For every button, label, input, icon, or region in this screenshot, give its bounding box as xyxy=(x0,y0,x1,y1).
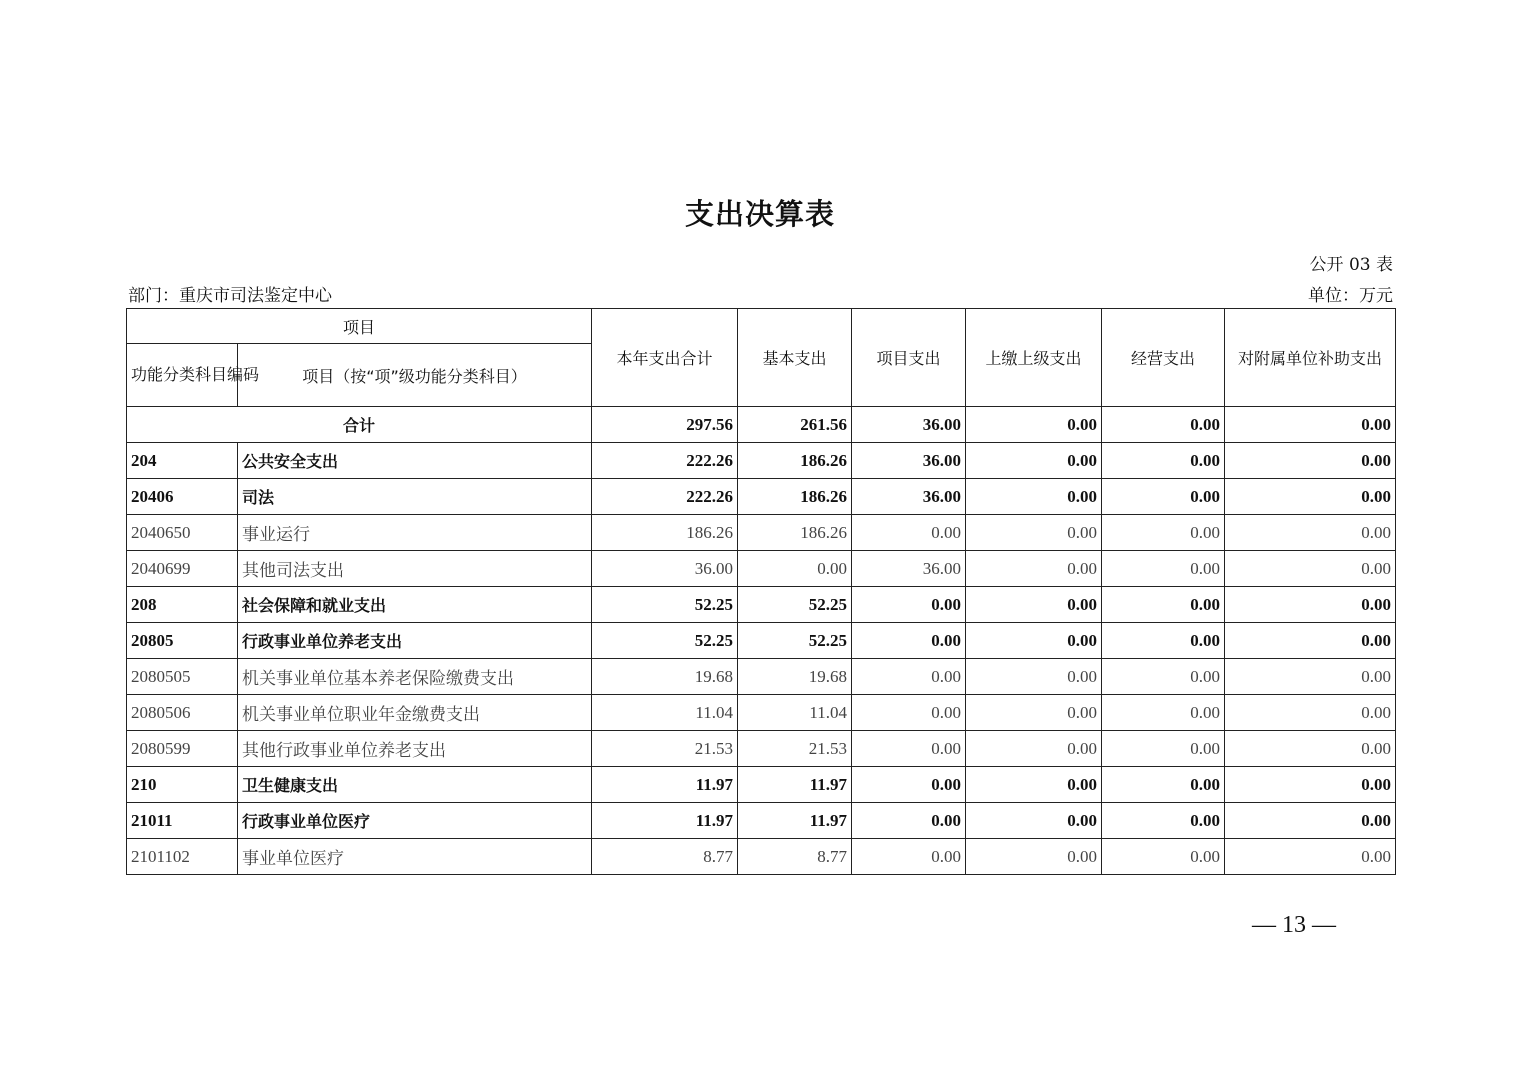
row-value: 11.04 xyxy=(592,695,738,731)
header-subsidiary: 对附属单位补助支出 xyxy=(1225,309,1396,407)
row-value: 0.00 xyxy=(852,623,966,659)
row-value: 0.00 xyxy=(1102,659,1225,695)
row-value: 222.26 xyxy=(592,443,738,479)
row-value: 0.00 xyxy=(852,515,966,551)
table-row xyxy=(127,479,1396,515)
row-value: 0.00 xyxy=(1102,515,1225,551)
total-value: 261.56 xyxy=(738,407,852,443)
total-value: 0.00 xyxy=(1102,407,1225,443)
row-value: 0.00 xyxy=(1225,479,1396,515)
table-body xyxy=(127,407,1396,875)
row-value: 0.00 xyxy=(1102,803,1225,839)
row-code: 204 xyxy=(127,443,238,479)
row-value: 8.77 xyxy=(592,839,738,875)
table-row xyxy=(127,731,1396,767)
row-value: 0.00 xyxy=(966,551,1102,587)
row-value: 0.00 xyxy=(966,623,1102,659)
row-value: 0.00 xyxy=(852,731,966,767)
header-basic: 基本支出 xyxy=(738,309,852,407)
row-value: 186.26 xyxy=(738,515,852,551)
row-value: 0.00 xyxy=(966,587,1102,623)
row-code: 2040699 xyxy=(127,551,238,587)
row-value: 0.00 xyxy=(1225,443,1396,479)
header-row-top xyxy=(127,309,1396,344)
row-value: 0.00 xyxy=(738,551,852,587)
row-value: 36.00 xyxy=(592,551,738,587)
header-upper: 上缴上级支出 xyxy=(966,309,1102,407)
row-code: 2080505 xyxy=(127,659,238,695)
row-value: 0.00 xyxy=(1102,443,1225,479)
row-value: 0.00 xyxy=(852,803,966,839)
table-row xyxy=(127,515,1396,551)
header-code: 功能分类科目编码 xyxy=(127,344,238,407)
row-value: 0.00 xyxy=(1102,587,1225,623)
row-value: 0.00 xyxy=(852,587,966,623)
row-value: 0.00 xyxy=(966,479,1102,515)
row-value: 0.00 xyxy=(1225,803,1396,839)
row-name: 公共安全支出 xyxy=(238,443,592,479)
total-value: 0.00 xyxy=(966,407,1102,443)
row-value: 0.00 xyxy=(966,659,1102,695)
table-row xyxy=(127,551,1396,587)
row-value: 0.00 xyxy=(1225,695,1396,731)
row-value: 52.25 xyxy=(738,587,852,623)
row-value: 0.00 xyxy=(1225,659,1396,695)
row-code: 208 xyxy=(127,587,238,623)
row-value: 0.00 xyxy=(966,839,1102,875)
row-code: 21011 xyxy=(127,803,238,839)
row-code: 20406 xyxy=(127,479,238,515)
row-value: 0.00 xyxy=(852,659,966,695)
row-value: 52.25 xyxy=(738,623,852,659)
row-value: 186.26 xyxy=(592,515,738,551)
table-row xyxy=(127,803,1396,839)
row-value: 0.00 xyxy=(1102,695,1225,731)
row-value: 0.00 xyxy=(966,731,1102,767)
row-value: 52.25 xyxy=(592,623,738,659)
table-row xyxy=(127,443,1396,479)
row-value: 11.97 xyxy=(592,803,738,839)
row-name: 其他司法支出 xyxy=(238,551,592,587)
department-label: 部门：重庆市司法鉴定中心 xyxy=(128,286,332,306)
expenditure-table xyxy=(126,308,1396,875)
row-value: 0.00 xyxy=(1225,731,1396,767)
row-value: 0.00 xyxy=(1225,587,1396,623)
row-name: 社会保障和就业支出 xyxy=(238,587,592,623)
row-value: 0.00 xyxy=(966,443,1102,479)
row-value: 11.04 xyxy=(738,695,852,731)
row-name: 其他行政事业单位养老支出 xyxy=(238,731,592,767)
total-value: 36.00 xyxy=(852,407,966,443)
row-value: 11.97 xyxy=(738,767,852,803)
row-value: 186.26 xyxy=(738,443,852,479)
row-value: 0.00 xyxy=(966,803,1102,839)
row-value: 0.00 xyxy=(1102,731,1225,767)
document-title: 支出决算表 xyxy=(684,197,835,231)
form-number: 公开 03 表 xyxy=(1309,255,1393,275)
row-value: 19.68 xyxy=(738,659,852,695)
header-project: 项目支出 xyxy=(852,309,966,407)
header-item-group: 项目 xyxy=(127,309,592,344)
row-name: 司法 xyxy=(238,479,592,515)
row-value: 0.00 xyxy=(966,515,1102,551)
row-code: 2080599 xyxy=(127,731,238,767)
page-number: — 13 — xyxy=(1252,912,1336,938)
row-code: 20805 xyxy=(127,623,238,659)
row-value: 11.97 xyxy=(738,803,852,839)
row-value: 0.00 xyxy=(1225,839,1396,875)
row-name: 机关事业单位职业年金缴费支出 xyxy=(238,695,592,731)
row-name: 事业单位医疗 xyxy=(238,839,592,875)
total-value: 0.00 xyxy=(1225,407,1396,443)
row-value: 8.77 xyxy=(738,839,852,875)
row-name: 机关事业单位基本养老保险缴费支出 xyxy=(238,659,592,695)
row-value: 36.00 xyxy=(852,443,966,479)
row-value: 0.00 xyxy=(1102,623,1225,659)
row-value: 21.53 xyxy=(738,731,852,767)
row-value: 0.00 xyxy=(1102,839,1225,875)
row-value: 222.26 xyxy=(592,479,738,515)
table-row xyxy=(127,695,1396,731)
row-value: 0.00 xyxy=(1225,551,1396,587)
row-value: 19.68 xyxy=(592,659,738,695)
header-item: 项目（按“项”级功能分类科目） xyxy=(238,344,592,407)
row-code: 2040650 xyxy=(127,515,238,551)
row-value: 0.00 xyxy=(966,695,1102,731)
table-row xyxy=(127,623,1396,659)
row-name: 行政事业单位医疗 xyxy=(238,803,592,839)
row-value: 0.00 xyxy=(852,767,966,803)
row-value: 0.00 xyxy=(1102,479,1225,515)
row-name: 行政事业单位养老支出 xyxy=(238,623,592,659)
header-total: 本年支出合计 xyxy=(592,309,738,407)
header-business: 经营支出 xyxy=(1102,309,1225,407)
row-code: 210 xyxy=(127,767,238,803)
row-value: 0.00 xyxy=(1102,551,1225,587)
row-value: 0.00 xyxy=(966,767,1102,803)
row-value: 0.00 xyxy=(1225,515,1396,551)
row-name: 卫生健康支出 xyxy=(238,767,592,803)
row-code: 2101102 xyxy=(127,839,238,875)
row-value: 11.97 xyxy=(592,767,738,803)
table-row xyxy=(127,659,1396,695)
row-value: 36.00 xyxy=(852,479,966,515)
row-name: 事业运行 xyxy=(238,515,592,551)
row-code: 2080506 xyxy=(127,695,238,731)
total-value: 297.56 xyxy=(592,407,738,443)
row-value: 0.00 xyxy=(852,839,966,875)
total-row xyxy=(127,407,1396,443)
row-value: 186.26 xyxy=(738,479,852,515)
row-value: 36.00 xyxy=(852,551,966,587)
unit-label: 单位：万元 xyxy=(1308,286,1393,306)
table-row xyxy=(127,767,1396,803)
table-row xyxy=(127,587,1396,623)
row-value: 52.25 xyxy=(592,587,738,623)
row-value: 0.00 xyxy=(1102,767,1225,803)
row-value: 0.00 xyxy=(1225,623,1396,659)
table-row xyxy=(127,839,1396,875)
row-value: 0.00 xyxy=(1225,767,1396,803)
total-label: 合计 xyxy=(127,407,592,443)
row-value: 0.00 xyxy=(852,695,966,731)
row-value: 21.53 xyxy=(592,731,738,767)
